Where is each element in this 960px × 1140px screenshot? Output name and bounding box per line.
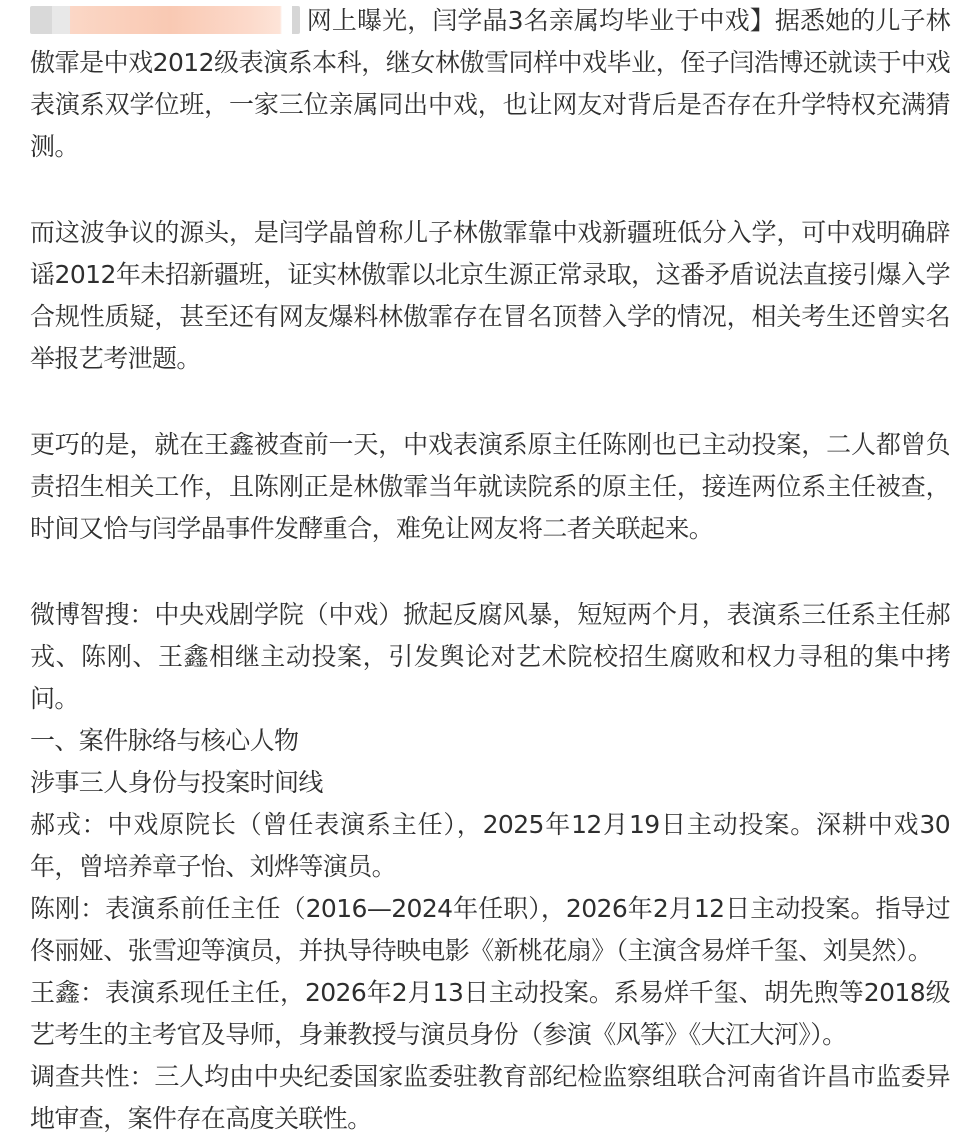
entry-chen-gang (30, 888, 950, 972)
paragraph-controversy-source (30, 212, 950, 380)
redacted-text-block (30, 6, 300, 34)
paragraph-text: 而这波争议的源头，是闫学晶曾称儿子林傲霏靠中戏新疆班低分入学，可中戏明确辟谣2012年未招新疆班，证实林傲霏以北京生源正常录取，这番矛盾说法直接引爆入学合规性质疑，甚至还有网友爆料林傲霏存在冒名顶替入学的情况，相关考生还曾实名举报艺考泄题。 (30, 218, 950, 373)
paragraph-coincidence (30, 424, 950, 550)
entry-wang-xin (30, 972, 950, 1056)
entry-text: 郝戎：中戏原院长（曾任表演系主任），2025年12月19日主动投案。深耕中戏30年，曾培养章子怡、刘烨等演员。 (30, 810, 950, 881)
subheading-timeline: 涉事三人身份与投案时间线 (30, 768, 323, 797)
paragraph-spacer (30, 380, 950, 424)
paragraph-text: 网上曝光，闫学晶3名亲属均毕业于中戏】据悉她的儿子林傲霏是中戏2012级表演系本科，继女林傲雪同样中戏毕业，侄子闫浩博还就读于中戏表演系双学位班，一家三位亲属同出中戏，也让网友对背后是否存在升学特权充满猜测。 (30, 6, 950, 161)
entry-text: 王鑫：表演系现任主任，2026年2月13日主动投案。系易烊千玺、胡先煦等2018级艺考生的主考官及导师，身兼教授与演员身份（参演《风筝》《大江大河》）。 (30, 978, 950, 1049)
paragraph-text: 更巧的是，就在王鑫被查前一天，中戏表演系原主任陈刚也已主动投案，二人都曾负责招生相关工作，且陈刚正是林傲霏当年就读院系的原主任，接连两位系主任被查，时间又恰与闫学晶事件发酵重合，难免让网友将二者关联起来。 (30, 430, 950, 543)
article-body (30, 0, 950, 1140)
section-heading: 一、案件脉络与核心人物 (30, 726, 299, 755)
weibo-summary-intro (30, 594, 950, 720)
summary-intro-text: 微博智搜：中央戏剧学院（中戏）掀起反腐风暴，短短两个月，表演系三任系主任郝戎、陈刚、王鑫相继主动投案，引发舆论对艺术院校招生腐败和权力寻租的集中拷问。 (30, 600, 950, 713)
paragraph-spacer (30, 550, 950, 594)
entry-hao-rong (30, 804, 950, 888)
paragraph-spacer (30, 168, 950, 212)
entry-text: 陈刚：表演系前任主任（2016—2024年任职），2026年2月12日主动投案。指导过佟丽娅、张雪迎等演员，并执导待映电影《新桃花扇》（主演含易烊千玺、刘昊然）。 (30, 894, 950, 965)
entry-investigation-commonality (30, 1056, 950, 1140)
paragraph-family-graduates (30, 0, 950, 168)
entry-text: 调查共性：三人均由中央纪委国家监委驻教育部纪检监察组联合河南省许昌市监委异地审查，案件存在高度关联性。 (30, 1062, 950, 1133)
